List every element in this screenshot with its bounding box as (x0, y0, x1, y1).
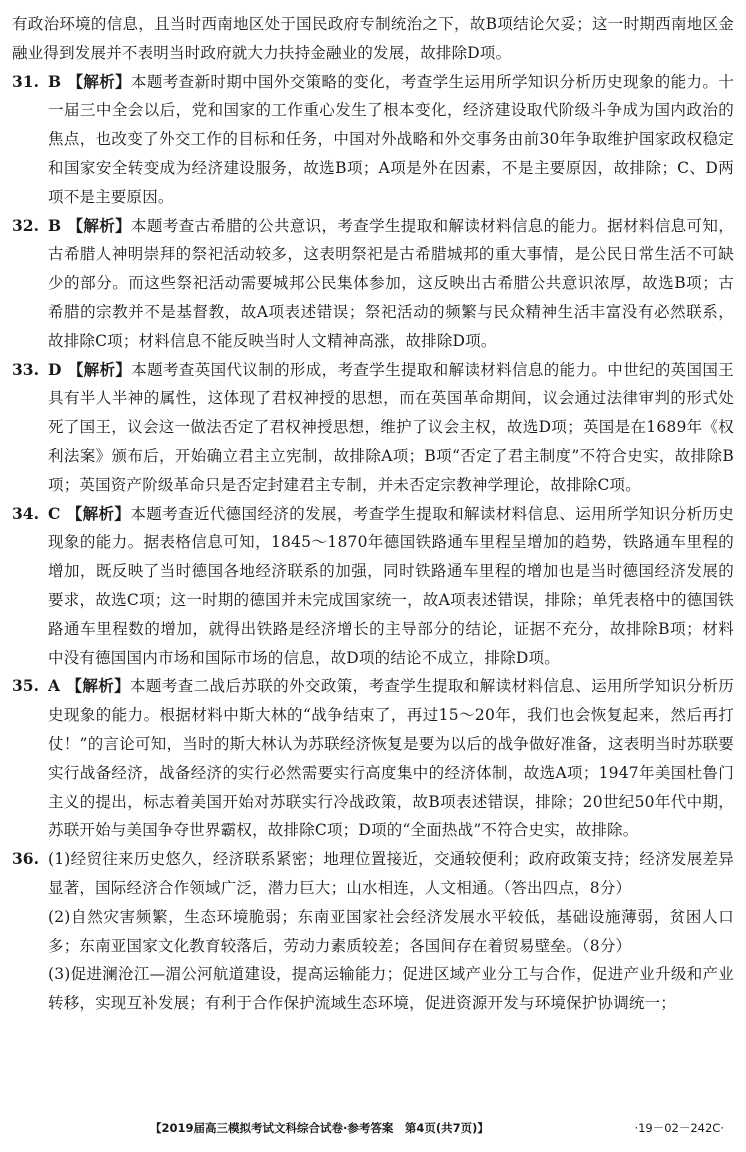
answer-letter: C (48, 503, 61, 523)
question-number: 32. (12, 215, 39, 235)
question-number: 31. (12, 71, 39, 91)
answer-letter: A (48, 676, 61, 696)
footer-title: 【2019届高三模拟考试文科综合试卷·参考答案 第4页(共7页)】 (150, 1121, 489, 1135)
answer-item-32 (12, 212, 734, 356)
answer-item-35 (12, 672, 734, 845)
answer-part-2: (2)自然灾害频繁，生态环境脆弱；东南亚国家社会经济发展水平较低，基础设施薄弱，贫困人口多；东南亚国家文化教育较落后，劳动力素质较差；各国间存在着贸易壁垒。（8分） (48, 907, 734, 955)
question-number: 35. (12, 676, 39, 696)
answer-item-31 (12, 68, 734, 212)
answer-item-33 (12, 356, 734, 500)
analysis-text: 本题考查近代德国经济的发展，考查学生提取和解读材料信息、运用所学知识分析历史现象的能力。据表格信息可知，1845～1870年德国铁路通车里程呈增加的趋势，铁路通车里程的增加，既反映了当时德国各地经济联系的加强，同时铁路通车里程的增加也是当时德国经济发展的要求，故选C项；这一时期的德国并未完成国家统一，故A项表述错误，排除；单凭表格中的德国铁路通车里程数的增加，就得出铁路是经济增长的主导部分的结论，证据不充分，故排除B项；材料中没有德国国内市场和国际市场的信息，故D项的结论不成立，排除D项。 (48, 504, 734, 667)
analysis-tag: 【解析】 (67, 359, 132, 379)
question-number: 34. (12, 503, 39, 523)
analysis-tag: 【解析】 (67, 71, 131, 91)
answer-item-34 (12, 500, 734, 673)
question-number: 33. (12, 359, 39, 379)
footer-code: ·19－02－242C· (634, 1121, 724, 1135)
answer-part-3: (3)促进澜沧江—湄公河航道建设，提高运输能力；促进区域产业分工与合作，促进产业升级和产业转移，实现互补发展；有利于合作保护流域生态环境，促进资源开发与环境保护协调统一； (48, 965, 734, 1013)
analysis-text: 本题考查二战后苏联的外交政策，考查学生提取和解读材料信息、运用所学知识分析历史现象的能力。根据材料中斯大林的“战争结束了，再过15～20年，我们也会恢复起来，然后再打仗！”的言论可知，当时的斯大林认为苏联经济恢复是要为以后的战争做好准备，这表明当时苏联要实行战备经济，战备经济的实行必然需要实行高度集中的经济体制，故选A项；1947年美国杜鲁门主义的提出，标志着美国开始对苏联实行冷战政策，故B项表述错误，排除；20世纪50年代中期，苏联开始与美国争夺世界霸权，故排除C项；D项的“全面热战”不符合史实，故排除。 (48, 677, 734, 840)
analysis-tag: 【解析】 (67, 215, 131, 235)
answer-letter: B (48, 71, 62, 91)
answer-item-36 (12, 845, 734, 1018)
analysis-tag: 【解析】 (66, 503, 131, 523)
answer-letter: D (48, 359, 62, 379)
answer-key-content (12, 10, 734, 1018)
answer-letter: B (48, 215, 62, 235)
answer-part-1: (1)经贸往来历史悠久，经济联系紧密；地理位置接近，交通较便利；政府政策支持；经济发展差异显著，国际经济合作领域广泛，潜力巨大；山水相连，人文相通。（答出四点，8分） (48, 850, 734, 897)
analysis-tag: 【解析】 (66, 676, 131, 696)
analysis-text: 本题考查古希腊的公共意识，考查学生提取和解读材料信息的能力。据材料信息可知，古希腊人神明崇拜的祭祀活动较多，这表明祭祀是古希腊城邦的重大事情，是公民日常生活不可缺少的部分。而这些祭祀活动需要城邦公民集体参加，这反映出古希腊公共意识浓厚，故选B项；古希腊的宗教并不是基督教，故A项表述错误；祭祀活动的频繁与民众精神生活丰富没有必然联系，故排除C项；材料信息不能反映当时人文精神高涨，故排除D项。 (48, 216, 734, 350)
intro-paragraph: 有政治环境的信息，且当时西南地区处于国民政府专制统治之下，故B项结论欠妥；这一时期西南地区金融业得到发展并不表明当时政府就大力扶持金融业的发展，故排除D项。 (12, 15, 734, 62)
question-number: 36. (12, 849, 39, 869)
analysis-text: 本题考查新时期中国外交策略的变化，考查学生运用所学知识分析历史现象的能力。十一届三中全会以后，党和国家的工作重心发生了根本变化，经济建设取代阶级斗争成为国内政治的焦点，也改变了外交工作的目标和任务，中国对外战略和外交事务由前30年争取维护国家政权稳定和国家安全转变成为经济建设服务，故选B项；A项是外在因素，不是主要原因，故排除；C、D两项不是主要原因。 (48, 72, 734, 206)
analysis-text: 本题考查英国代议制的形成，考查学生提取和解读材料信息的能力。中世纪的英国国王具有半人半神的属性，这体现了君权神授的思想，而在英国革命期间，议会通过法律审判的形式处死了国王，议会这一做法否定了君权神授思想，维护了议会主权，故选D项；英国是在1689年《权利法案》颁布后，开始确立君主立宪制，故排除A项；B项“否定了君主制度”不符合史实，故排除B项；英国资产阶级革命只是否定封建君主专制，并未否定宗教神学理论，故排除C项。 (48, 360, 734, 494)
